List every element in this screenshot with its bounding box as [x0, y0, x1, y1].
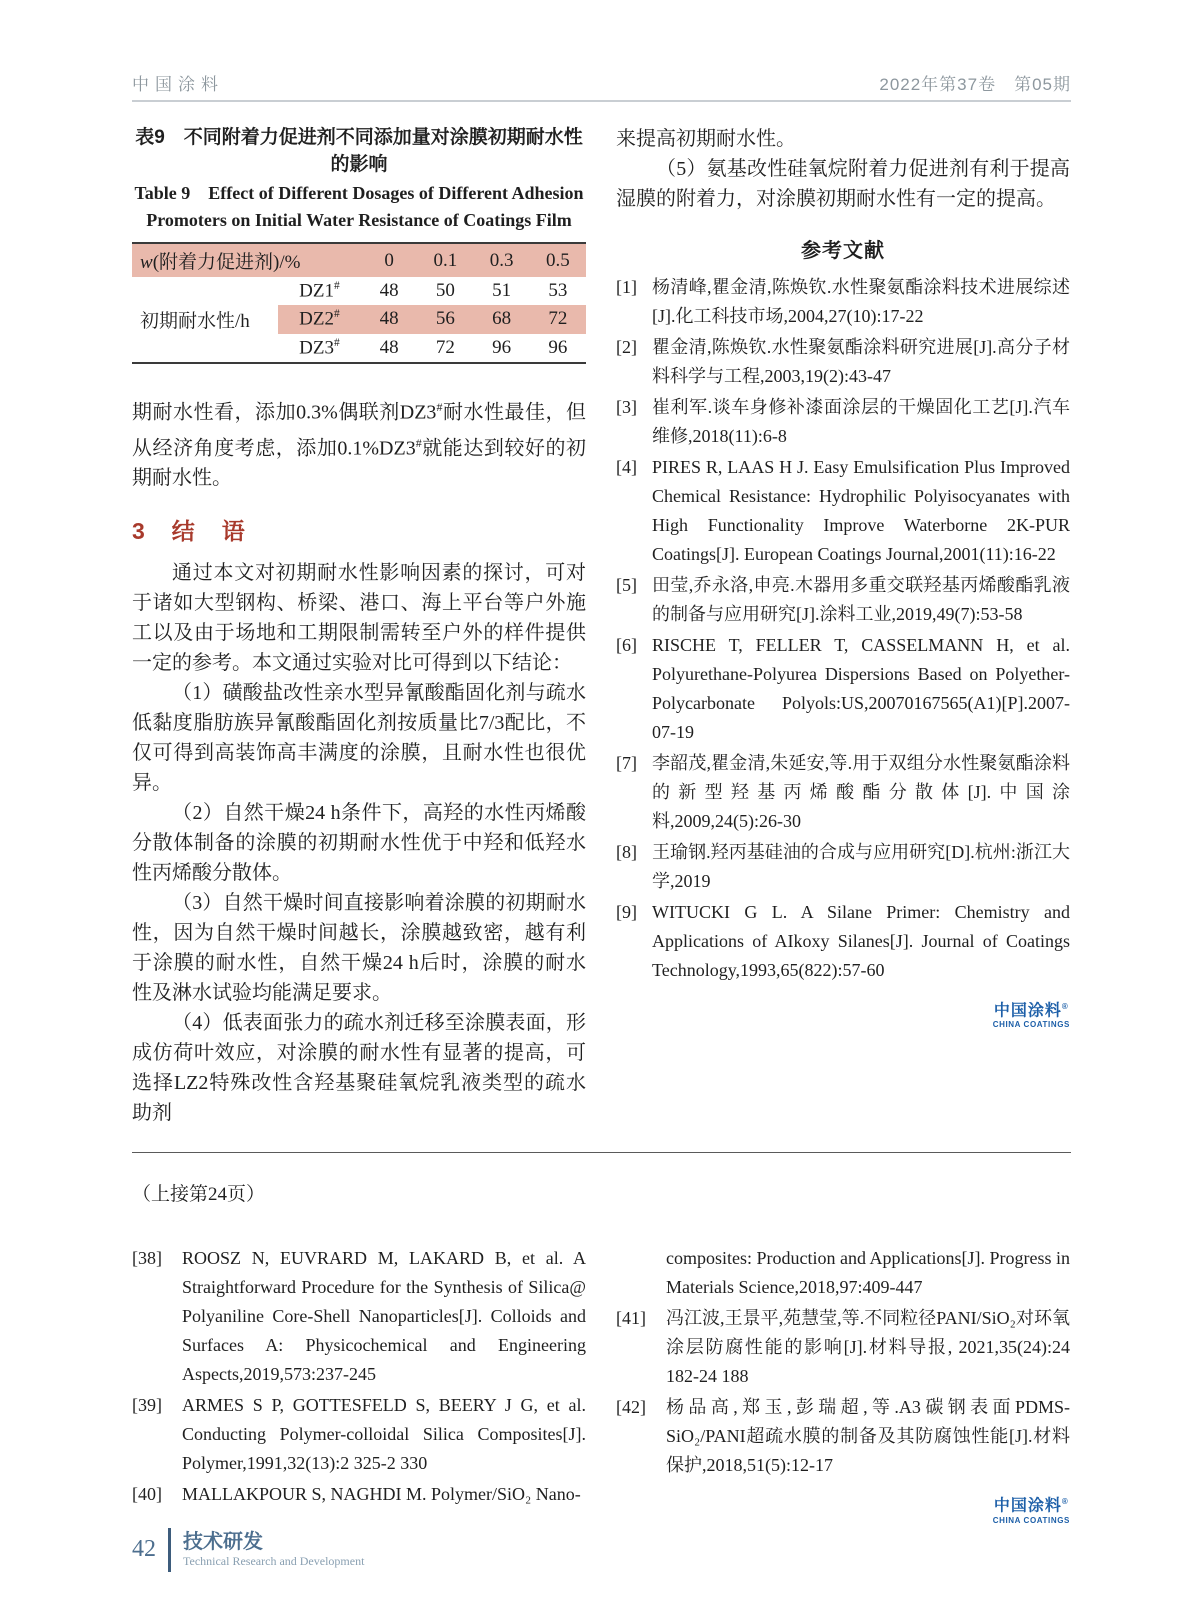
- left-column: [132, 102, 586, 1128]
- reference-item: [3] 崔利军.谈车身修补漆面涂层的干燥固化工艺[J].汽车维修,2018(11):6-8: [616, 397, 1070, 446]
- paragraph-continuation: 期耐水性看，添加0.3%偶联剂DZ3#耐水性最佳，但从经济角度考虑，添加0.1%DZ3#就能达到较好的初期耐水性。: [132, 399, 587, 490]
- page-number: 42: [132, 1536, 156, 1563]
- continued-columns: [132, 1244, 1071, 1527]
- registered-mark-icon: ®: [1061, 1002, 1069, 1011]
- table-cell: 68: [474, 305, 530, 333]
- continued-left-column: [132, 1244, 586, 1527]
- page-footer: [132, 1528, 1071, 1572]
- table-cell: 72: [530, 305, 586, 333]
- reference-item-continuation: composites: Production and Applications[J]. Progress in Materials Science,2018,97:409-447: [666, 1248, 1070, 1298]
- reference-item: [39] ARMES S P, GOTTESFELD S, BEERY J G, et al. Conducting Polymer-colloidal Silica Composites[J]. Polymer,1991,32(13):2 325-2 330: [132, 1395, 586, 1474]
- reference-item: [41] 冯江波,王景平,苑慧莹,等.不同粒径PANI/SiO₂对环氧涂层防腐性能的影响[J].材料导报, 2021,35(24):24 182-24 188: [616, 1308, 1070, 1387]
- reference-item: [5] 田莹,乔永洛,申亮.木器用多重交联羟基丙烯酸酯乳液的制备与应用研究[J].涂料工业,2019,49(7):53-58: [616, 575, 1070, 624]
- conclusion-item-2: （2）自然干燥24 h条件下，高羟的水性丙烯酸分散体制备的涂膜的初期耐水性优于中羟和低羟水性丙烯酸分散体。: [132, 802, 586, 885]
- reference-item: [9] WITUCKI G L. A Silane Primer: Chemistry and Applications of AIkoxy Silanes[J]. Journal of Coatings Technology,1993,65(822):57-60: [616, 902, 1070, 980]
- table9-header-row: [132, 243, 586, 277]
- reference-item: [7] 李韶茂,瞿金清,朱延安,等.用于双组分水性聚氨酯涂料的新型羟基丙烯酸酯分散体[J].中国涂料,2009,24(5):26-30: [616, 753, 1070, 831]
- table9-row-name: DZ3#: [299, 336, 340, 358]
- conclusion-item-3: （3）自然干燥时间直接影响着涂膜的初期耐水性，因为自然干燥时间越长，涂膜越致密，越有利于涂膜的耐水性，自然干燥24 h后时，涂膜的耐水性及淋水试验均能满足要求。: [132, 892, 586, 1005]
- table9-caption-zh: 表9 不同附着力促进剂不同添加量对涂膜初期耐水性的影响: [135, 127, 583, 175]
- journal-name: 中国涂料: [132, 75, 224, 94]
- references-heading: 参考文献: [801, 240, 885, 262]
- reference-item: [38] ROOSZ N, EUVRARD M, LAKARD B, et al. A Straightforward Procedure for the Synthesis of Silica@ Polyaniline Core-Shell Nanoparticles[J]. Colloids and Surfaces A: Physicochemical and Engineering Aspects,2019,573:237-245: [132, 1248, 586, 1385]
- section-heading-conclusion: 3 结 语: [132, 518, 247, 545]
- continued-from-note: （上接第24页）: [132, 1184, 266, 1206]
- footer-divider-bar: [168, 1528, 171, 1572]
- table-cell: 50: [435, 280, 455, 302]
- table-cell: 48: [361, 305, 417, 333]
- reference-item: [8] 王瑜钢.羟丙基硅油的合成与应用研究[D].杭州:浙江大学,2019: [616, 842, 1070, 891]
- logo-en-text: CHINA COATINGS: [992, 1515, 1070, 1525]
- table9-header-col: 0.3: [474, 243, 530, 277]
- section-divider: [132, 1152, 1071, 1153]
- china-coatings-logo: [616, 1494, 1070, 1527]
- reference-item: [4] PIRES R, LAAS H J. Easy Emulsification Plus Improved Chemical Resistance: Hydrophilic Polyisocyanates with High Functionality Improve Waterborne 2K-PUR Coatings[J]. European Coatings Journal,2001(11):16-22: [616, 457, 1070, 564]
- table9-header-col: 0.1: [417, 243, 473, 277]
- table9-row-name: DZ1#: [299, 280, 340, 302]
- right-column: [616, 102, 1070, 1128]
- table9: [132, 242, 586, 364]
- table-cell: 48: [379, 280, 399, 302]
- reference-item: [6] RISCHE T, FELLER T, CASSELMANN H, et al. Polyurethane-Polyurea Dispersions Based on Polyether-Polycarbonate Polyols:US,20070167565(A1)[P].2007-07-19: [616, 635, 1070, 742]
- continued-right-column: [616, 1244, 1070, 1527]
- running-header: [132, 70, 1071, 95]
- reference-item: [2] 瞿金清,陈焕钦.水性聚氨酯涂料研究进展[J].高分子材料科学与工程,2003,19(2):43-47: [616, 337, 1070, 386]
- conclusion-item-4: （4）低表面张力的疏水剂迁移至涂膜表面，形成仿荷叶效应，对涂膜的耐水性有显著的提高，可选择LZ2特殊改性含羟基聚硅氧烷乳液类型的疏水助剂: [132, 1012, 586, 1125]
- table9-row-name: DZ2#: [278, 305, 361, 333]
- table-cell: 72: [435, 336, 455, 358]
- table9-header-col: 0: [361, 243, 417, 277]
- main-columns: [132, 102, 1071, 1128]
- logo-zh-text: 中国涂料®: [993, 1002, 1069, 1020]
- table9-header-label: w(附着力促进剂)/%: [132, 243, 361, 277]
- conclusion-item-4-continuation: 来提高初期耐水性。: [616, 128, 796, 150]
- conclusion-intro: 通过本文对初期耐水性影响因素的探讨，可对于诸如大型钢构、桥梁、港口、海上平台等户外施工以及由于场地和工期限制需转至户外的样件提供一定的参考。本文通过实验对比可得到以下结论：: [132, 562, 586, 675]
- footer-section-zh: 技术研发: [183, 1530, 263, 1553]
- table-cell: 53: [548, 280, 568, 302]
- reference-item: [1] 杨清峰,瞿金清,陈焕钦.水性聚氨酯涂料技术进展综述[J].化工科技市场,2004,27(10):17-22: [616, 277, 1070, 326]
- conclusion-item-5: （5）氨基改性硅氧烷附着力促进剂有利于提高湿膜的附着力，对涂膜初期耐水性有一定的提高。: [616, 158, 1070, 210]
- table-cell: 51: [492, 280, 512, 302]
- table-cell: 48: [379, 336, 399, 358]
- logo-zh-text: 中国涂料®: [993, 1497, 1069, 1515]
- table-cell: 56: [417, 305, 473, 333]
- conclusion-item-1: （1）磺酸盐改性亲水型异氰酸酯固化剂与疏水低黏度脂肪族异氰酸酯固化剂按质量比7/3配比，不仅可得到高装饰高丰满度的涂膜，且耐水性也很优异。: [132, 682, 586, 795]
- table-row: [132, 277, 586, 305]
- registered-mark-icon: ®: [1061, 1497, 1069, 1507]
- table-cell: 96: [492, 336, 512, 358]
- table9-group-label: 初期耐水性/h: [140, 310, 250, 332]
- table-cell: 96: [548, 336, 568, 358]
- footer-section-en: Technical Research and Development: [183, 1553, 365, 1568]
- issue-info: 2022年第37卷 第05期: [879, 75, 1071, 94]
- reference-item: [42] 杨品高,郑玉,彭瑞超,等.A3碳钢表面PDMS-SiO₂/PANI超疏水膜的制备及其防腐蚀性能[J].材料保护,2018,51(5):12-17: [616, 1397, 1070, 1476]
- reference-item: [40] MALLAKPOUR S, NAGHDI M. Polymer/SiO₂ Nano-: [132, 1484, 581, 1505]
- china-coatings-logo: [616, 999, 1070, 1032]
- logo-en-text: CHINA COATINGS: [992, 1020, 1070, 1030]
- table9-caption-en: Table 9 Effect of Different Dosages of Different Adhesion Promoters on Initial Water Resistance of Coatings Film: [134, 183, 584, 230]
- table9-header-col: 0.5: [530, 243, 586, 277]
